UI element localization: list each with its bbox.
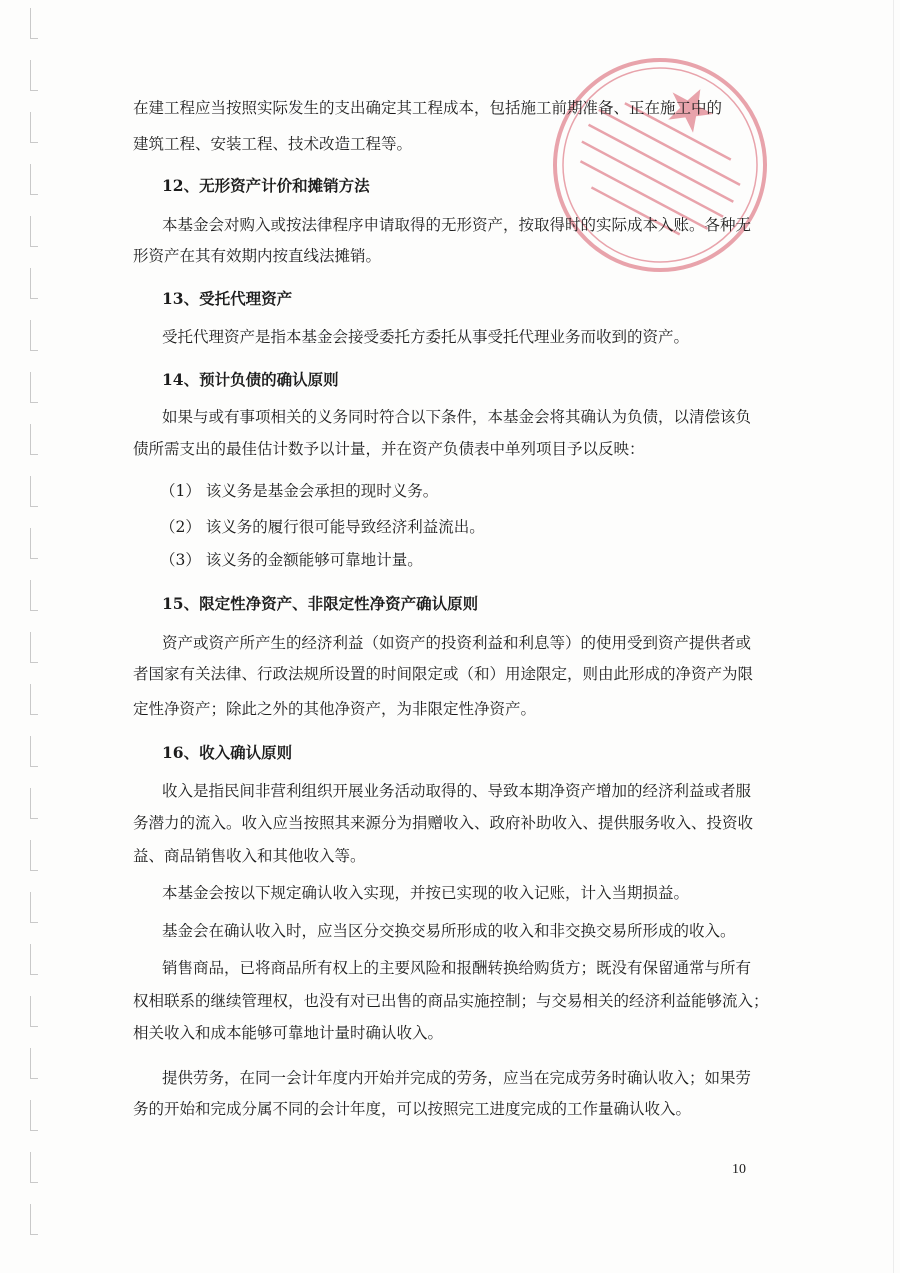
paragraph-line: 债所需支出的最佳估计数予以计量，并在资产负债表中单列项目予以反映： bbox=[133, 440, 645, 458]
list-item: （1） 该义务是基金会承担的现时义务。 bbox=[160, 482, 439, 500]
paragraph-line: 收入是指民间非营利组织开展业务活动取得的、导致本期净资产增加的经济利益或者服 bbox=[162, 782, 752, 800]
list-item: （2） 该义务的履行很可能导致经济利益流出。 bbox=[160, 518, 485, 536]
paragraph-line: 资产或资产所产生的经济利益（如资产的投资利益和利息等）的使用受到资产提供者或 bbox=[162, 634, 752, 652]
paragraph-line: 受托代理资产是指本基金会接受委托方委托从事受托代理业务而收到的资产。 bbox=[162, 328, 690, 346]
paragraph-line: 定性净资产；除此之外的其他净资产，为非限定性净资产。 bbox=[133, 700, 537, 718]
paragraph-line: 者国家有关法律、行政法规所设置的时间限定或（和）用途限定，则由此形成的净资产为限 bbox=[133, 665, 754, 683]
page-number: 10 bbox=[732, 1162, 746, 1177]
paragraph-line: 相关收入和成本能够可靠地计量时确认收入。 bbox=[133, 1024, 444, 1042]
paragraph-line: 本基金会对购入或按法律程序申请取得的无形资产，按取得时的实际成本入账。各种无 bbox=[162, 216, 752, 234]
section-heading: 15、限定性净资产、非限定性净资产确认原则 bbox=[162, 594, 479, 613]
section-heading: 13、受托代理资产 bbox=[162, 289, 293, 308]
paragraph-line: 本基金会按以下规定确认收入实现，并按已实现的收入记账，计入当期损益。 bbox=[162, 884, 690, 902]
paragraph-line: 益、商品销售收入和其他收入等。 bbox=[133, 847, 366, 865]
paragraph-line: 提供劳务，在同一会计年度内开始并完成的劳务，应当在完成劳务时确认收入；如果劳 bbox=[162, 1069, 752, 1087]
paragraph-line: 销售商品，已将商品所有权上的主要风险和报酬转换给购货方；既没有保留通常与所有 bbox=[162, 959, 752, 977]
paragraph-line: 如果与或有事项相关的义务同时符合以下条件，本基金会将其确认为负债，以清偿该负 bbox=[162, 408, 752, 426]
paragraph-line: 基金会在确认收入时，应当区分交换交易所形成的收入和非交换交易所形成的收入。 bbox=[162, 922, 736, 940]
section-heading: 12、无形资产计价和摊销方法 bbox=[162, 176, 370, 195]
paragraph-line: 建筑工程、安装工程、技术改造工程等。 bbox=[133, 135, 413, 153]
list-item: （3） 该义务的金额能够可靠地计量。 bbox=[160, 551, 423, 569]
paragraph-line: 在建工程应当按照实际发生的支出确定其工程成本，包括施工前期准备、正在施工中的 bbox=[133, 99, 723, 117]
paragraph-line: 权相联系的继续管理权，也没有对已出售的商品实施控制；与交易相关的经济利益能够流入； bbox=[133, 992, 769, 1010]
paragraph-line: 形资产在其有效期内按直线法摊销。 bbox=[133, 247, 382, 265]
paragraph-line: 务的开始和完成分属不同的会计年度，可以按照完工进度完成的工作量确认收入。 bbox=[133, 1100, 692, 1118]
paragraph-line: 务潜力的流入。收入应当按照其来源分为捐赠收入、政府补助收入、提供服务收入、投资收 bbox=[133, 814, 754, 832]
section-heading: 14、预计负债的确认原则 bbox=[162, 370, 339, 389]
section-heading: 16、收入确认原则 bbox=[162, 743, 293, 762]
